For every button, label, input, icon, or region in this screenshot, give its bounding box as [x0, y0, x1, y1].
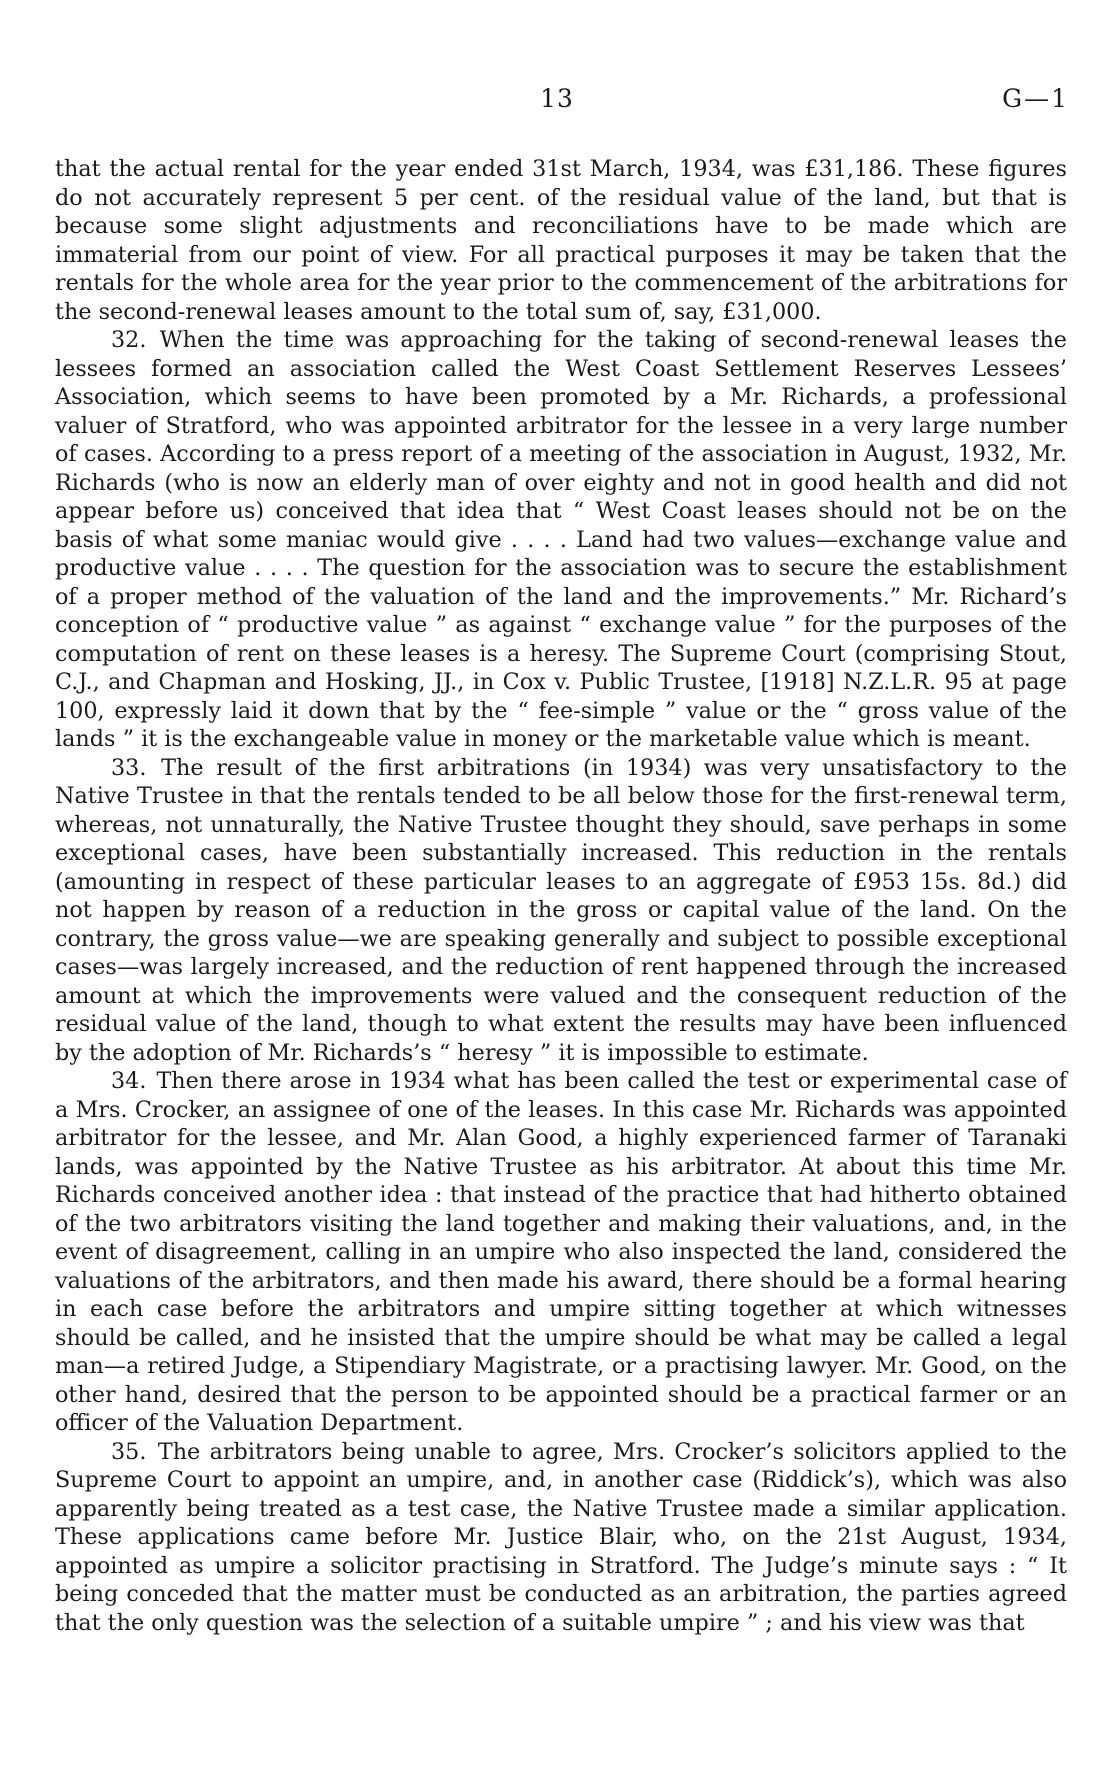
paragraph-number: 32.	[111, 327, 147, 353]
paragraph-34	[55, 1067, 1067, 1438]
body-text	[55, 155, 1067, 1637]
paragraph-text: When the time was approaching for the taking of second-renewal leases the lessees formed an association called the West Coast Settlement Reserves Lessees’ Association, which seems to have been promoted by a Mr. Richards, a professional valuer of Stratford, who was appointed arbitrator for the lessee in a very large number of cases. According to a press report of a meeting of the association in August, 1932, Mr. Richards (who is now an elderly man of over eighty and not in good health and did not appear before us) conceived that idea that “ West Coast leases should not be on the basis of what some maniac would give . . . . Land had two values—exchange value and productive value . . . . The question for the association was to secure the establishment of a proper method of the valuation of the land and the improvements.” Mr. Richard’s conception of “ productive value ” as against “ exchange value ” for the purposes of the computation of rent on these leases is a heresy. The Supreme Court (comprising Stout, C.J., and Chapman and Hosking, JJ., in Cox v. Public Trustee, [1918] N.Z.L.R. 95 at page 100, expressly laid it down that by the “ fee-simple ” value or the “ gross value of the lands ” it is the exchangeable value in money or the marketable value which is meant.	[55, 327, 1068, 752]
paragraph-text: Then there arose in 1934 what has been called the test or experimental case of a Mrs. Crocker, an assignee of one of the leases. In this case Mr. Richards was appointed arbitrator for the lessee, and Mr. Alan Good, a highly experienced farmer of Taranaki lands, was appointed by the Native Trustee as his arbitrator. At about this time Mr. Richards conceived another idea : that instead of the practice that had hitherto obtained of the two arbitrators visiting the land together and making their valuations, and, in the event of disagreement, calling in an umpire who also inspected the land, considered the valuations of the arbitrators, and then made his award, there should be a formal hearing in each case before the arbitrators and umpire sitting together at which witnesses should be called, and he insisted that the umpire should be what may be called a legal man—a retired Judge, a Stipendiary Magistrate, or a practising lawyer. Mr. Good, on the other hand, desired that the person to be appointed should be a practical farmer or an officer of the Valuation Department.	[55, 1068, 1067, 1436]
paragraph-32	[55, 326, 1067, 754]
document-reference: G—1	[1002, 84, 1069, 113]
paragraph-number: 33.	[111, 754, 147, 781]
paragraph-text: that the actual rental for the year ended 31st March, 1934, was £31,186. These figures do not accurately represent 5 per cent. of the residual value of the land, but that is because some slight adjustments and reconciliations have to be made which are immaterial from our point of view. For all practical purposes it may be taken that the rentals for the whole area for the year prior to the commencement of the arbitrations for the second-renewal leases amount to the total sum of, say, £31,000.	[55, 156, 1067, 325]
paragraph-33	[55, 754, 1067, 1068]
paragraph-35	[55, 1438, 1067, 1638]
paragraph-text: The result of the first arbitrations (in 1934) was very unsatisfactory to the Native Trustee in that the rentals tended to be all below those for the first-renewal term, whereas, not unnaturally, the Native Trustee thought they should, save perhaps in some exceptional cases, have been substantially increased. This reduction in the rentals (amounting in respect of these particular leases to an aggregate of £953 15s. 8d.) did not happen by reason of a reduction in the gross or capital value of the land. On the contrary, the gross value—we are speaking generally and subject to possible exceptional cases—was largely increased, and the reduction of rent happened through the increased amount at which the improvements were valued and the consequent reduction of the residual value of the land, though to what extent the results may have been influenced by the adoption of Mr. Richards’s “ heresy ” it is impossible to estimate.	[55, 754, 1068, 1066]
paragraph-text: The arbitrators being unable to agree, Mrs. Crocker’s solicitors applied to the Supreme Court to appoint an umpire, and, in another case (Riddick’s), which was also apparently being treated as a test case, the Native Trustee made a similar application. These applications came before Mr. Justice Blair, who, on the 21st August, 1934, appointed as umpire a solicitor practising in Stratford. The Judge’s minute says : “ It being conceded that the matter must be conducted as an arbitration, the parties agreed that the only question was the selection of a suitable umpire ” ; and his view was that	[55, 1438, 1067, 1636]
paragraph-number: 34.	[111, 1068, 147, 1094]
page-number: 13	[540, 84, 574, 113]
paragraph-number: 35.	[111, 1438, 147, 1465]
paragraph-continued	[55, 155, 1067, 326]
